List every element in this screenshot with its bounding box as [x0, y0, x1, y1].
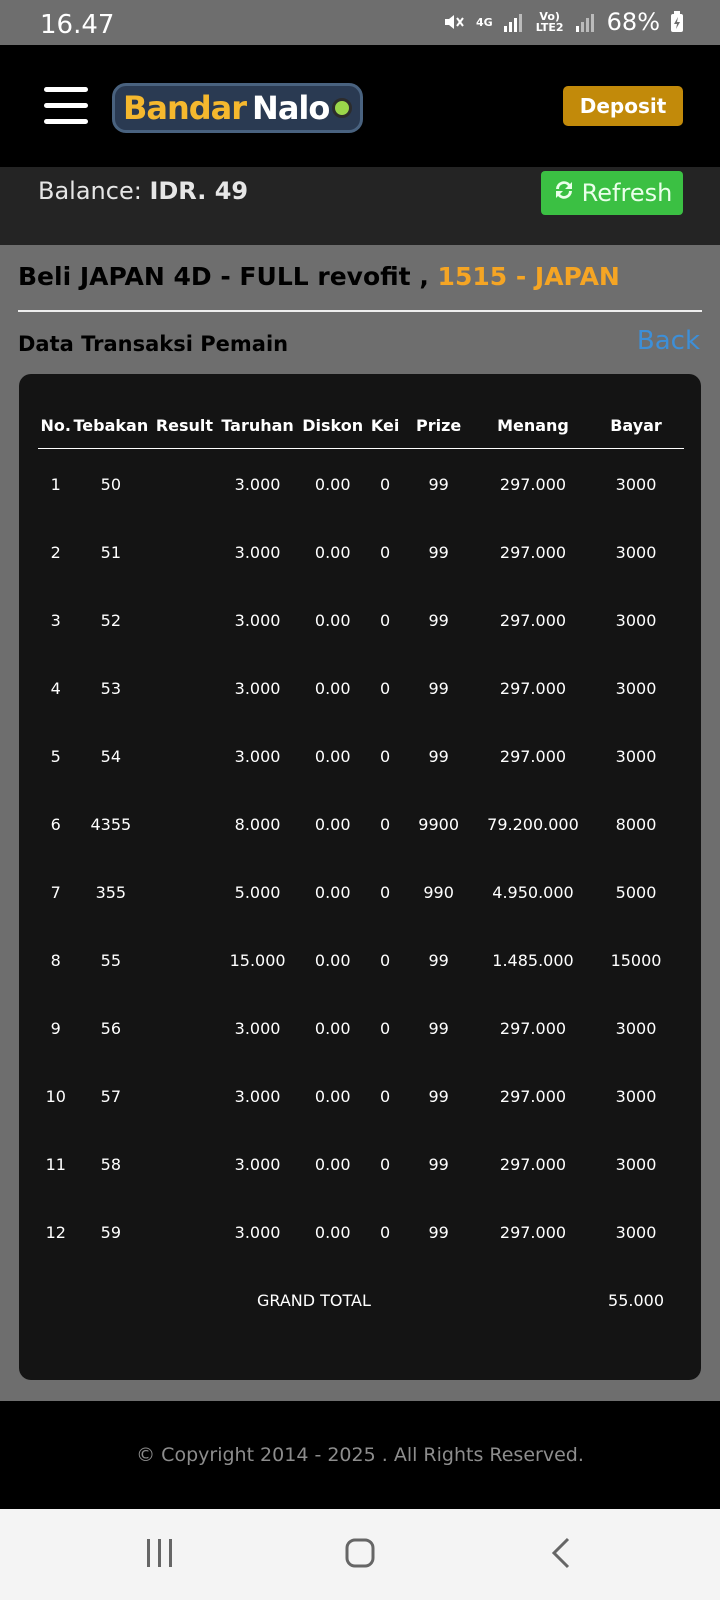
table-row — [38, 790, 684, 858]
cell-result — [148, 790, 220, 858]
divider — [18, 310, 702, 312]
cell-taruhan: 3.000 — [234, 1086, 281, 1106]
table-row — [38, 1130, 684, 1198]
table-row — [38, 722, 684, 790]
cell-menang: 297.000 — [499, 746, 567, 766]
cell-tebakan: 355 — [95, 882, 127, 902]
table-row — [38, 926, 684, 994]
grand-total-label: GRAND TOTAL — [256, 1290, 371, 1310]
cell-menang: 297.000 — [499, 610, 567, 630]
balance-label: Balance: — [38, 177, 142, 205]
col-header-diskon: Diskon — [295, 402, 371, 449]
cell-no: 6 — [50, 814, 61, 834]
table-header-row — [38, 402, 684, 449]
status-icons — [442, 8, 684, 36]
cell-taruhan: 3.000 — [234, 746, 281, 766]
page-title-highlight: 1515 - JAPAN — [437, 262, 620, 291]
page-title — [18, 262, 620, 291]
cell-no: 2 — [50, 542, 61, 562]
cell-taruhan: 5.000 — [234, 882, 281, 902]
cell-kei: 0 — [380, 610, 391, 630]
cell-diskon: 0.00 — [314, 746, 351, 766]
col-header-result: Result — [148, 402, 220, 449]
cell-no: 4 — [50, 678, 61, 698]
deposit-button[interactable]: Deposit — [563, 86, 683, 126]
cell-menang: 297.000 — [499, 474, 567, 494]
cell-result — [148, 449, 220, 519]
app-header — [0, 45, 720, 167]
cell-tebakan: 4355 — [90, 814, 132, 834]
logo-text-b: Nalo — [252, 89, 330, 127]
cell-diskon: 0.00 — [314, 950, 351, 970]
cell-result — [148, 518, 220, 586]
col-header-menang: Menang — [478, 402, 588, 449]
cell-tebakan: 59 — [100, 1222, 122, 1242]
battery-charging-icon — [670, 11, 684, 33]
logo-eye-icon — [332, 98, 352, 118]
table-row — [38, 1062, 684, 1130]
cell-no: 8 — [50, 950, 61, 970]
system-nav-bar — [0, 1509, 720, 1600]
status-time: 16.47 — [40, 10, 115, 40]
cell-kei: 0 — [380, 542, 391, 562]
cell-diskon: 0.00 — [314, 542, 351, 562]
cell-taruhan: 15.000 — [229, 950, 286, 970]
refresh-label: Refresh — [581, 179, 673, 207]
cell-tebakan: 52 — [100, 610, 122, 630]
cell-bayar: 8000 — [615, 814, 657, 834]
cell-result — [148, 858, 220, 926]
grand-total-spacer — [371, 1266, 588, 1334]
cell-taruhan: 3.000 — [234, 610, 281, 630]
cell-prize: 99 — [428, 1222, 449, 1242]
copyright-text: © Copyright 2014 - 2025 . All Rights Reserved. — [136, 1444, 584, 1466]
footer — [0, 1401, 720, 1509]
cell-taruhan: 3.000 — [234, 474, 281, 494]
cell-kei: 0 — [380, 882, 391, 902]
cell-diskon: 0.00 — [314, 1154, 351, 1174]
cell-prize: 99 — [428, 1154, 449, 1174]
cell-result — [148, 1130, 220, 1198]
cell-no: 12 — [45, 1222, 66, 1242]
cell-bayar: 3000 — [615, 610, 657, 630]
cell-kei: 0 — [380, 814, 391, 834]
status-bar — [0, 0, 720, 45]
cell-result — [148, 654, 220, 722]
cell-tebakan: 55 — [100, 950, 122, 970]
cell-bayar: 3000 — [615, 1222, 657, 1242]
cell-prize: 99 — [428, 542, 449, 562]
back-nav-icon[interactable] — [550, 1537, 574, 1574]
col-header-tebakan: Tebakan — [73, 402, 148, 449]
signal-icon-2 — [575, 11, 597, 33]
signal-icon — [503, 11, 525, 33]
cell-no: 3 — [50, 610, 61, 630]
grand-total-value: 55.000 — [608, 1290, 664, 1310]
cell-tebakan: 53 — [100, 678, 122, 698]
cell-taruhan: 3.000 — [234, 542, 281, 562]
cell-bayar: 3000 — [615, 1086, 657, 1106]
cell-kei: 0 — [380, 950, 391, 970]
cell-prize: 99 — [428, 474, 449, 494]
cell-result — [148, 586, 220, 654]
table-body — [38, 449, 684, 1267]
cell-bayar: 3000 — [615, 678, 657, 698]
col-header-no: No. — [38, 402, 73, 449]
cell-menang: 297.000 — [499, 678, 567, 698]
refresh-button[interactable] — [541, 171, 683, 215]
col-header-prize: Prize — [399, 402, 478, 449]
cell-diskon: 0.00 — [314, 882, 351, 902]
cell-menang: 297.000 — [499, 1222, 567, 1242]
cell-diskon: 0.00 — [314, 814, 351, 834]
cell-menang: 4.950.000 — [492, 882, 574, 902]
cell-menang: 297.000 — [499, 1086, 567, 1106]
menu-icon[interactable] — [44, 87, 88, 125]
cell-tebakan: 56 — [100, 1018, 122, 1038]
cell-no: 7 — [50, 882, 61, 902]
col-header-kei: Kei — [371, 402, 399, 449]
cell-kei: 0 — [380, 746, 391, 766]
recent-apps-icon[interactable] — [145, 1537, 175, 1574]
cell-tebakan: 58 — [100, 1154, 122, 1174]
logo-text-a: Bandar — [123, 89, 247, 127]
cell-menang: 79.200.000 — [487, 814, 579, 834]
cell-taruhan: 3.000 — [234, 678, 281, 698]
cell-no: 11 — [45, 1154, 66, 1174]
lte-label: Vo) LTE2 — [535, 10, 564, 34]
section-subtitle: Data Transaksi Pemain — [18, 332, 289, 356]
balance-bar — [0, 167, 720, 245]
cell-kei: 0 — [380, 1018, 391, 1038]
refresh-icon — [552, 178, 576, 208]
cell-bayar: 3000 — [615, 746, 657, 766]
transaction-card — [19, 374, 701, 1380]
cell-bayar: 3000 — [615, 1154, 657, 1174]
cell-kei: 0 — [380, 1222, 391, 1242]
cell-diskon: 0.00 — [314, 610, 351, 630]
cell-taruhan: 3.000 — [234, 1154, 281, 1174]
cell-kei: 0 — [380, 1154, 391, 1174]
cell-taruhan: 3.000 — [234, 1018, 281, 1038]
cell-kei: 0 — [380, 474, 391, 494]
table-row — [38, 518, 684, 586]
table-row — [38, 1198, 684, 1266]
table-row — [38, 654, 684, 722]
balance-value: IDR. 49 — [149, 177, 249, 205]
cell-no: 5 — [50, 746, 61, 766]
cell-prize: 99 — [428, 678, 449, 698]
cell-menang: 297.000 — [499, 542, 567, 562]
cell-diskon: 0.00 — [314, 1086, 351, 1106]
cell-result — [148, 1062, 220, 1130]
cell-menang: 297.000 — [499, 1154, 567, 1174]
table-row — [38, 858, 684, 926]
cell-bayar: 3000 — [615, 474, 657, 494]
table-row — [38, 994, 684, 1062]
cell-result — [148, 926, 220, 994]
cell-tebakan: 54 — [100, 746, 122, 766]
cell-bayar: 15000 — [610, 950, 662, 970]
cell-result — [148, 1198, 220, 1266]
cell-bayar: 5000 — [615, 882, 657, 902]
cell-bayar: 3000 — [615, 1018, 657, 1038]
back-link[interactable]: Back — [636, 326, 700, 356]
cell-result — [148, 722, 220, 790]
cell-no: 10 — [45, 1086, 66, 1106]
battery-percent: 68% — [606, 8, 660, 36]
cell-result — [148, 994, 220, 1062]
table-row — [38, 586, 684, 654]
cell-menang: 1.485.000 — [492, 950, 574, 970]
cell-no: 1 — [50, 474, 61, 494]
cell-diskon: 0.00 — [314, 678, 351, 698]
network-type: 4G — [475, 15, 493, 29]
cell-menang: 297.000 — [499, 1018, 567, 1038]
cell-prize: 99 — [428, 1018, 449, 1038]
cell-no: 9 — [50, 1018, 61, 1038]
cell-bayar: 3000 — [615, 542, 657, 562]
cell-taruhan: 8.000 — [234, 814, 281, 834]
col-header-bayar: Bayar — [588, 402, 684, 449]
cell-tebakan: 57 — [100, 1086, 122, 1106]
cell-taruhan: 3.000 — [234, 1222, 281, 1242]
cell-prize: 99 — [428, 746, 449, 766]
cell-prize: 99 — [428, 610, 449, 630]
grand-total-row — [38, 1266, 684, 1334]
cell-diskon: 0.00 — [314, 1018, 351, 1038]
cell-kei: 0 — [380, 1086, 391, 1106]
col-header-taruhan: Taruhan — [221, 402, 295, 449]
cell-diskon: 0.00 — [314, 1222, 351, 1242]
cell-prize: 99 — [428, 1086, 449, 1106]
home-icon[interactable] — [344, 1537, 376, 1574]
table-row — [38, 449, 684, 519]
transaction-table — [38, 402, 684, 1334]
cell-prize: 9900 — [418, 814, 459, 834]
cell-tebakan: 51 — [100, 542, 122, 562]
cell-diskon: 0.00 — [314, 474, 351, 494]
site-logo[interactable] — [112, 83, 363, 133]
cell-tebakan: 50 — [100, 474, 122, 494]
page-title-main: Beli JAPAN 4D - FULL revofit , — [18, 262, 429, 291]
mute-icon — [442, 10, 466, 34]
cell-prize: 990 — [423, 882, 454, 902]
cell-kei: 0 — [380, 678, 391, 698]
cell-prize: 99 — [428, 950, 449, 970]
balance — [38, 177, 248, 205]
